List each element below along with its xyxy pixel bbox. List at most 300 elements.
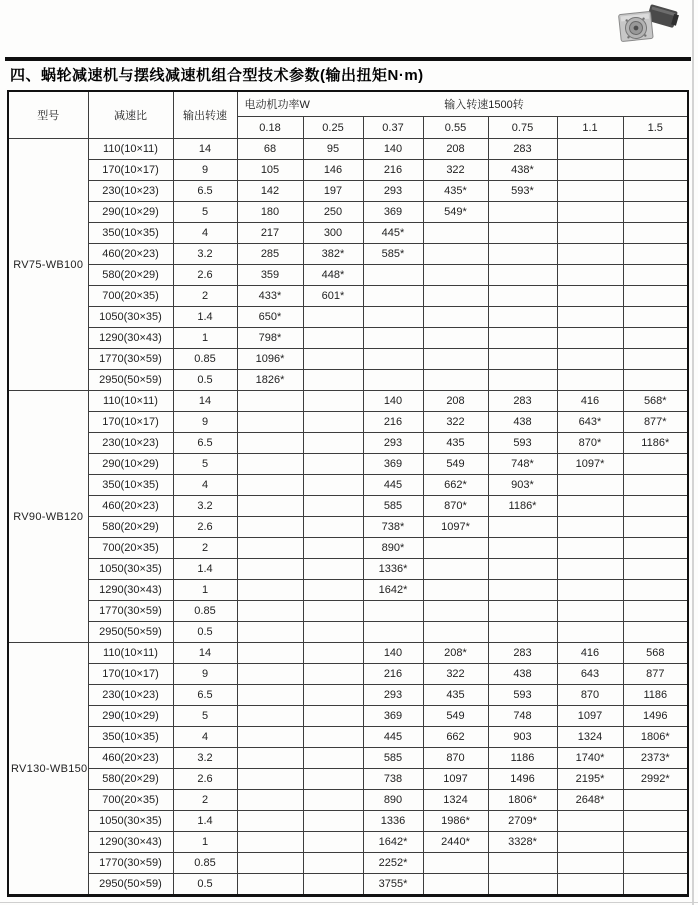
torque-value-cell: 416 <box>557 391 623 412</box>
torque-value-cell: 438 <box>488 664 557 685</box>
torque-value-cell: 435 <box>423 433 488 454</box>
torque-value-cell <box>303 349 363 370</box>
torque-value-cell <box>623 601 688 622</box>
torque-value-cell: 1097* <box>423 517 488 538</box>
torque-value-cell <box>488 517 557 538</box>
torque-value-cell: 140 <box>363 391 423 412</box>
output-speed-cell: 2.6 <box>173 265 237 286</box>
torque-value-cell: 585* <box>363 244 423 265</box>
ratio-cell: 2950(50×59) <box>88 622 173 643</box>
ratio-cell: 290(10×29) <box>88 454 173 475</box>
torque-value-cell <box>423 328 488 349</box>
output-speed-cell: 9 <box>173 160 237 181</box>
ratio-cell: 230(10×23) <box>88 433 173 454</box>
output-speed-cell: 9 <box>173 664 237 685</box>
header-power-0.75: 0.75 <box>488 117 557 139</box>
torque-value-cell: 217 <box>237 223 303 244</box>
ratio-cell: 580(20×29) <box>88 769 173 790</box>
torque-value-cell <box>363 328 423 349</box>
torque-value-cell <box>423 244 488 265</box>
table-row <box>8 433 688 454</box>
table-row <box>8 538 688 559</box>
torque-value-cell <box>488 349 557 370</box>
torque-value-cell: 748* <box>488 454 557 475</box>
output-speed-cell: 2 <box>173 790 237 811</box>
torque-value-cell: 662* <box>423 475 488 496</box>
torque-value-cell <box>423 223 488 244</box>
ratio-cell: 350(10×35) <box>88 223 173 244</box>
torque-value-cell <box>423 370 488 391</box>
table-row <box>8 223 688 244</box>
torque-value-cell <box>623 832 688 853</box>
ratio-cell: 230(10×23) <box>88 181 173 202</box>
torque-value-cell: 142 <box>237 181 303 202</box>
output-speed-cell: 5 <box>173 706 237 727</box>
ratio-cell: 110(10×11) <box>88 391 173 412</box>
torque-value-cell <box>303 307 363 328</box>
output-speed-cell: 2 <box>173 538 237 559</box>
torque-value-cell <box>303 454 363 475</box>
torque-value-cell: 585 <box>363 748 423 769</box>
table-row <box>8 622 688 643</box>
ratio-cell: 1290(30×43) <box>88 580 173 601</box>
torque-value-cell <box>303 769 363 790</box>
torque-value-cell <box>237 643 303 664</box>
output-speed-cell: 3.2 <box>173 748 237 769</box>
table-row <box>8 601 688 622</box>
ratio-cell: 700(20×35) <box>88 538 173 559</box>
ratio-cell: 1050(30×35) <box>88 811 173 832</box>
output-speed-cell: 6.5 <box>173 433 237 454</box>
ratio-cell: 700(20×35) <box>88 286 173 307</box>
torque-value-cell <box>237 391 303 412</box>
ratio-cell: 2950(50×59) <box>88 874 173 896</box>
torque-value-cell <box>623 475 688 496</box>
torque-value-cell <box>237 664 303 685</box>
table-row <box>8 181 688 202</box>
torque-value-cell <box>303 727 363 748</box>
torque-value-cell <box>303 790 363 811</box>
torque-value-cell <box>557 475 623 496</box>
table-row <box>8 412 688 433</box>
header-ratio: 减速比 <box>88 91 173 139</box>
table-row <box>8 853 688 874</box>
torque-value-cell <box>557 223 623 244</box>
torque-value-cell <box>557 286 623 307</box>
table-row <box>8 748 688 769</box>
ratio-cell: 1290(30×43) <box>88 832 173 853</box>
torque-value-cell: 95 <box>303 139 363 160</box>
table-row <box>8 580 688 601</box>
torque-value-cell <box>237 559 303 580</box>
output-speed-cell: 3.2 <box>173 496 237 517</box>
header-model: 型号 <box>8 91 88 139</box>
torque-value-cell <box>303 874 363 896</box>
ratio-cell: 170(10×17) <box>88 664 173 685</box>
torque-value-cell: 293 <box>363 685 423 706</box>
output-speed-cell: 0.5 <box>173 874 237 896</box>
torque-value-cell <box>303 664 363 685</box>
torque-value-cell <box>557 622 623 643</box>
torque-value-cell <box>557 328 623 349</box>
output-speed-cell: 9 <box>173 412 237 433</box>
torque-value-cell: 369 <box>363 202 423 223</box>
torque-value-cell <box>488 559 557 580</box>
torque-value-cell: 662 <box>423 727 488 748</box>
torque-value-cell: 650* <box>237 307 303 328</box>
torque-value-cell <box>237 580 303 601</box>
torque-value-cell: 180 <box>237 202 303 223</box>
ratio-cell: 580(20×29) <box>88 265 173 286</box>
torque-value-cell: 208* <box>423 643 488 664</box>
torque-value-cell: 2709* <box>488 811 557 832</box>
torque-value-cell <box>237 853 303 874</box>
header-input-speed-label: 输入转速1500转 <box>444 99 524 111</box>
torque-value-cell <box>623 244 688 265</box>
torque-value-cell <box>557 559 623 580</box>
torque-value-cell <box>557 349 623 370</box>
output-speed-cell: 1.4 <box>173 559 237 580</box>
torque-value-cell: 593* <box>488 181 557 202</box>
torque-value-cell <box>557 496 623 517</box>
torque-value-cell <box>557 811 623 832</box>
table-row <box>8 286 688 307</box>
torque-value-cell: 890* <box>363 538 423 559</box>
torque-value-cell: 435* <box>423 181 488 202</box>
torque-value-cell <box>488 328 557 349</box>
output-speed-cell: 0.5 <box>173 622 237 643</box>
torque-value-cell: 105 <box>237 160 303 181</box>
torque-value-cell <box>303 853 363 874</box>
output-speed-cell: 2.6 <box>173 517 237 538</box>
torque-value-cell <box>303 370 363 391</box>
torque-value-cell <box>557 181 623 202</box>
output-speed-cell: 2 <box>173 286 237 307</box>
torque-value-cell: 2373* <box>623 748 688 769</box>
torque-value-cell: 369 <box>363 706 423 727</box>
torque-value-cell <box>623 181 688 202</box>
torque-value-cell <box>557 517 623 538</box>
torque-value-cell <box>623 559 688 580</box>
torque-value-cell: 1496 <box>488 769 557 790</box>
torque-value-cell: 283 <box>488 139 557 160</box>
torque-value-cell <box>237 601 303 622</box>
torque-value-cell: 293 <box>363 181 423 202</box>
torque-value-cell <box>303 475 363 496</box>
torque-value-cell <box>623 874 688 896</box>
torque-value-cell <box>303 748 363 769</box>
torque-value-cell <box>423 874 488 896</box>
torque-value-cell: 870 <box>423 748 488 769</box>
output-speed-cell: 0.5 <box>173 370 237 391</box>
torque-value-cell: 250 <box>303 202 363 223</box>
ratio-cell: 1290(30×43) <box>88 328 173 349</box>
torque-value-cell: 1826* <box>237 370 303 391</box>
ratio-cell: 170(10×17) <box>88 412 173 433</box>
torque-value-cell: 283 <box>488 643 557 664</box>
torque-value-cell <box>557 202 623 223</box>
torque-value-cell <box>303 622 363 643</box>
torque-value-cell: 140 <box>363 643 423 664</box>
header-motor-power-label: 电动机功率W <box>244 99 310 111</box>
ratio-cell: 350(10×35) <box>88 475 173 496</box>
torque-value-cell: 448* <box>303 265 363 286</box>
torque-value-cell <box>303 412 363 433</box>
ratio-cell: 460(20×23) <box>88 748 173 769</box>
torque-value-cell <box>237 706 303 727</box>
torque-value-cell <box>237 769 303 790</box>
model-cell: RV130-WB150 <box>8 643 88 896</box>
torque-value-cell <box>303 517 363 538</box>
torque-value-cell <box>237 454 303 475</box>
torque-value-cell <box>303 538 363 559</box>
ratio-cell: 1770(30×59) <box>88 601 173 622</box>
torque-value-cell <box>363 349 423 370</box>
output-speed-cell: 0.85 <box>173 853 237 874</box>
table-row <box>8 391 688 412</box>
torque-value-cell: 1097* <box>557 454 623 475</box>
torque-value-cell <box>237 811 303 832</box>
torque-value-cell: 549 <box>423 706 488 727</box>
torque-value-cell: 382* <box>303 244 363 265</box>
section-divider-rule <box>5 57 691 61</box>
table-row <box>8 517 688 538</box>
table-row <box>8 244 688 265</box>
header-power-group <box>237 91 688 117</box>
torque-value-cell <box>623 496 688 517</box>
torque-value-cell <box>488 265 557 286</box>
torque-value-cell <box>488 286 557 307</box>
ratio-cell: 1770(30×59) <box>88 349 173 370</box>
torque-value-cell: 870* <box>423 496 488 517</box>
output-speed-cell: 14 <box>173 391 237 412</box>
torque-value-cell: 1186* <box>623 433 688 454</box>
torque-value-cell: 1324 <box>423 790 488 811</box>
torque-value-cell <box>363 307 423 328</box>
torque-value-cell: 643 <box>557 664 623 685</box>
table-row <box>8 727 688 748</box>
table-row <box>8 643 688 664</box>
torque-value-cell: 2648* <box>557 790 623 811</box>
torque-value-cell <box>488 307 557 328</box>
output-speed-cell: 1 <box>173 832 237 853</box>
torque-value-cell: 1986* <box>423 811 488 832</box>
header-power-0.25: 0.25 <box>303 117 363 139</box>
torque-value-cell <box>557 853 623 874</box>
torque-value-cell: 2195* <box>557 769 623 790</box>
torque-value-cell: 1336 <box>363 811 423 832</box>
ratio-cell: 460(20×23) <box>88 244 173 265</box>
torque-value-cell <box>623 538 688 559</box>
torque-value-cell <box>623 307 688 328</box>
torque-value-cell: 890 <box>363 790 423 811</box>
torque-value-cell: 1096* <box>237 349 303 370</box>
torque-value-cell: 1642* <box>363 832 423 853</box>
table-row <box>8 160 688 181</box>
torque-value-cell <box>237 538 303 559</box>
torque-value-cell <box>237 517 303 538</box>
torque-value-cell: 3328* <box>488 832 557 853</box>
torque-value-cell: 1324 <box>557 727 623 748</box>
torque-value-cell: 197 <box>303 181 363 202</box>
torque-value-cell <box>488 223 557 244</box>
output-speed-cell: 4 <box>173 223 237 244</box>
output-speed-cell: 1 <box>173 328 237 349</box>
torque-value-cell <box>557 580 623 601</box>
torque-value-cell: 283 <box>488 391 557 412</box>
torque-value-cell: 877* <box>623 412 688 433</box>
torque-value-cell: 643* <box>557 412 623 433</box>
torque-value-cell: 322 <box>423 664 488 685</box>
table-row <box>8 685 688 706</box>
torque-value-cell: 3755* <box>363 874 423 896</box>
output-speed-cell: 1.4 <box>173 811 237 832</box>
torque-value-cell <box>623 202 688 223</box>
torque-value-cell: 146 <box>303 160 363 181</box>
output-speed-cell: 5 <box>173 202 237 223</box>
torque-value-cell <box>423 265 488 286</box>
torque-value-cell <box>303 643 363 664</box>
torque-value-cell: 870* <box>557 433 623 454</box>
model-cell: RV75-WB100 <box>8 139 88 391</box>
header-power-0.37: 0.37 <box>363 117 423 139</box>
torque-value-cell <box>488 853 557 874</box>
table-row <box>8 790 688 811</box>
table-row <box>8 265 688 286</box>
torque-value-cell: 903 <box>488 727 557 748</box>
output-speed-cell: 14 <box>173 643 237 664</box>
torque-value-cell <box>303 391 363 412</box>
ratio-cell: 230(10×23) <box>88 685 173 706</box>
torque-value-cell: 549 <box>423 454 488 475</box>
torque-value-cell <box>557 244 623 265</box>
torque-value-cell <box>557 160 623 181</box>
torque-value-cell: 445* <box>363 223 423 244</box>
torque-value-cell <box>423 307 488 328</box>
torque-value-cell <box>623 622 688 643</box>
torque-value-cell: 216 <box>363 160 423 181</box>
worm-gearbox-photo-icon <box>610 2 684 44</box>
table-row <box>8 454 688 475</box>
torque-value-cell <box>237 790 303 811</box>
torque-value-cell <box>303 706 363 727</box>
torque-value-cell: 738* <box>363 517 423 538</box>
torque-value-cell: 549* <box>423 202 488 223</box>
torque-value-cell <box>623 223 688 244</box>
torque-value-cell <box>237 685 303 706</box>
torque-value-cell <box>623 370 688 391</box>
ratio-cell: 460(20×23) <box>88 496 173 517</box>
torque-value-cell <box>488 370 557 391</box>
ratio-cell: 110(10×11) <box>88 139 173 160</box>
torque-value-cell <box>363 286 423 307</box>
torque-value-cell: 601* <box>303 286 363 307</box>
torque-value-cell <box>488 580 557 601</box>
ratio-cell: 110(10×11) <box>88 643 173 664</box>
torque-value-cell: 2252* <box>363 853 423 874</box>
torque-value-cell <box>488 202 557 223</box>
torque-value-cell: 877 <box>623 664 688 685</box>
torque-value-cell: 216 <box>363 664 423 685</box>
torque-value-cell <box>237 475 303 496</box>
torque-value-cell: 2440* <box>423 832 488 853</box>
output-speed-cell: 5 <box>173 454 237 475</box>
header-power-1.1: 1.1 <box>557 117 623 139</box>
torque-value-cell <box>557 832 623 853</box>
torque-value-cell: 2992* <box>623 769 688 790</box>
torque-value-cell <box>623 853 688 874</box>
torque-value-cell: 359 <box>237 265 303 286</box>
torque-value-cell <box>557 265 623 286</box>
torque-value-cell: 1097 <box>423 769 488 790</box>
torque-value-cell: 322 <box>423 160 488 181</box>
table-header <box>8 91 688 139</box>
torque-value-cell <box>303 811 363 832</box>
torque-value-cell <box>423 286 488 307</box>
torque-value-cell <box>237 727 303 748</box>
output-speed-cell: 0.85 <box>173 349 237 370</box>
torque-value-cell: 1806* <box>488 790 557 811</box>
output-speed-cell: 6.5 <box>173 181 237 202</box>
torque-value-cell <box>303 601 363 622</box>
header-output-speed: 输出转速 <box>173 91 237 139</box>
table-row <box>8 475 688 496</box>
torque-value-cell <box>557 874 623 896</box>
torque-value-cell: 435 <box>423 685 488 706</box>
torque-value-cell: 216 <box>363 412 423 433</box>
torque-value-cell <box>623 286 688 307</box>
torque-value-cell <box>237 496 303 517</box>
output-speed-cell: 2.6 <box>173 769 237 790</box>
torque-value-cell: 208 <box>423 391 488 412</box>
torque-value-cell <box>623 328 688 349</box>
torque-value-cell: 568* <box>623 391 688 412</box>
torque-value-cell: 445 <box>363 727 423 748</box>
torque-value-cell <box>623 580 688 601</box>
ratio-cell: 1050(30×35) <box>88 307 173 328</box>
torque-value-cell <box>363 265 423 286</box>
torque-value-cell <box>303 832 363 853</box>
torque-value-cell <box>303 328 363 349</box>
torque-value-cell: 568 <box>623 643 688 664</box>
table-row <box>8 559 688 580</box>
torque-value-cell: 433* <box>237 286 303 307</box>
torque-value-cell <box>623 349 688 370</box>
torque-value-cell <box>423 601 488 622</box>
torque-value-cell <box>237 622 303 643</box>
page-scan-right-edge <box>692 0 694 905</box>
output-speed-cell: 4 <box>173 727 237 748</box>
torque-value-cell: 438* <box>488 160 557 181</box>
table-body <box>8 139 688 896</box>
torque-value-cell <box>488 538 557 559</box>
torque-value-cell: 416 <box>557 643 623 664</box>
torque-value-cell: 1336* <box>363 559 423 580</box>
torque-value-cell: 1186 <box>488 748 557 769</box>
torque-value-cell <box>303 496 363 517</box>
ratio-cell: 1050(30×35) <box>88 559 173 580</box>
output-speed-cell: 14 <box>173 139 237 160</box>
ratio-cell: 700(20×35) <box>88 790 173 811</box>
torque-value-cell <box>488 601 557 622</box>
output-speed-cell: 4 <box>173 475 237 496</box>
torque-value-cell: 903* <box>488 475 557 496</box>
ratio-cell: 170(10×17) <box>88 160 173 181</box>
torque-value-cell: 738 <box>363 769 423 790</box>
ratio-cell: 350(10×35) <box>88 727 173 748</box>
table-row <box>8 328 688 349</box>
torque-value-cell <box>423 538 488 559</box>
